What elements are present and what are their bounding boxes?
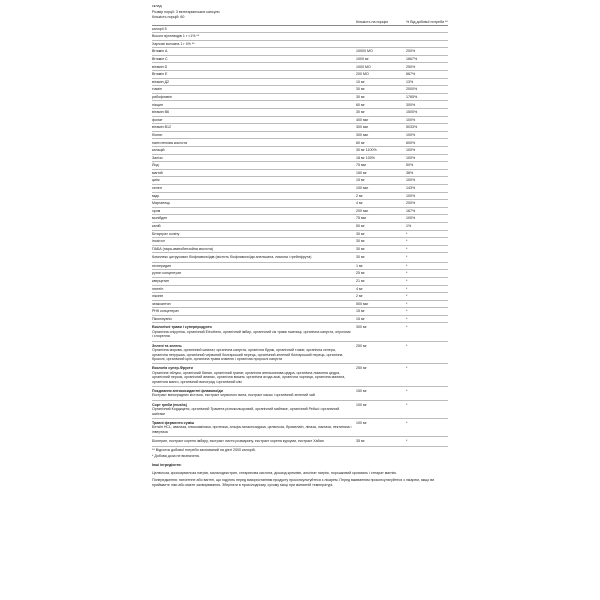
nutrient-amount: 1 мг (356, 263, 363, 268)
nutrient-rows (152, 26, 448, 324)
nutrient-amount: 21 мг (356, 279, 365, 284)
blend-text: Екстракт виноградних кісточок, екстракт червоного вина, екстракт какао і органічний зелений чай (152, 393, 315, 398)
nutrient-dv: 100% (406, 193, 416, 198)
table-row (152, 193, 448, 201)
nutrient-dv: 300% (406, 102, 416, 107)
nutrient-name: калорії 5 (152, 26, 167, 31)
table-row (152, 301, 448, 309)
blend-name: Поєднання антиоксидантні флавоноїди (152, 388, 223, 393)
blend-text: Біоперин, екстракт кореня імбиру, екстракт листя розмарину, екстракт кореня куркуми, екстракт Хайан (152, 439, 324, 444)
nutrient-dv: 1765% (406, 94, 418, 99)
nutrient-name: калій (152, 224, 161, 229)
nutrient-dv: 600% (406, 140, 416, 145)
nutrient-name: селен (152, 186, 162, 191)
nutrient-amount: 30 мг (356, 94, 365, 99)
nutrient-name: рутин концентрат (152, 271, 182, 276)
nutrient-name: Комплекс цитрусових біофлавоноїдів (містить біофлавоноїди апельсина, лимона і грейпфрута) (152, 255, 312, 260)
nutrient-dv: 100% (406, 216, 416, 221)
blend-amount: 150 мг (356, 388, 367, 393)
blend-amount: 35 мг (356, 439, 365, 444)
nutrient-amount: 15 мг (356, 178, 365, 183)
nutrient-dv: * (406, 271, 408, 276)
nutrient-amount: 30 мг (356, 246, 365, 251)
blend-row (152, 437, 448, 446)
nutrient-name: гесперидин (152, 263, 172, 268)
blend-amount: 250 мг (356, 343, 367, 348)
other-title: Інші інгредієнти: (152, 463, 182, 468)
nutrient-dv: * (406, 301, 408, 306)
nutrient-dv: 100% (406, 148, 416, 153)
blend-info (152, 366, 356, 384)
table-row (152, 208, 448, 216)
table-row (152, 278, 448, 286)
nutrient-dv: 13% (406, 79, 414, 84)
nutrient-name: Піколінуєніс (152, 316, 173, 321)
nutrient-amount: 15 мг (356, 316, 365, 321)
nutrient-dv: * (406, 239, 408, 244)
blend-name: Екологія супер-Фрукти (152, 366, 193, 371)
nutrient-name: хром (152, 208, 161, 213)
nutrient-name: РНК концентрат (152, 309, 179, 314)
blend-dv: * (406, 388, 408, 393)
nutrient-dv: 100% (406, 117, 416, 122)
nutrient-name: цинк (152, 178, 160, 183)
header-spacer (152, 20, 356, 24)
blend-dv: * (406, 343, 408, 348)
table-row (152, 71, 448, 79)
table-row (152, 109, 448, 117)
blend-text: Органічне яблуко, органічний банан, органічний гранат, органічна апельсинова цедра, органічна лимонна цедра, органічний персик, органічний ананас, органічна вишня, органічна ягода асаі, органічна чорниця, органічна малина, органічна манго, органічний виноград і органічний ківі (152, 370, 346, 384)
table-row (152, 263, 448, 271)
nutrient-name: ПАБА (пара-амінобензойна кислота) (152, 246, 214, 251)
table-row (152, 177, 448, 185)
nutrient-name: вітамін D (152, 64, 168, 69)
table-row (152, 41, 448, 49)
nutrient-name: Вітамін С (152, 56, 168, 61)
table-row (152, 223, 448, 231)
nutrient-name: інозітол (152, 239, 165, 244)
nutrient-name: кверцетин (152, 279, 169, 284)
col-dv: % Від добової потреби ** (406, 20, 448, 25)
table-row (152, 33, 448, 41)
blend-info (152, 389, 356, 398)
nutrient-amount: 300 мкг (356, 125, 369, 130)
table-row (152, 94, 448, 102)
nutrient-dv: * (406, 316, 408, 321)
table-row (152, 316, 448, 324)
nutrient-name: зеаксантин (152, 301, 171, 306)
blend-row (152, 401, 448, 419)
blend-dv: * (406, 420, 408, 425)
nutrient-dv: 167% (406, 208, 416, 213)
blend-info (152, 344, 356, 362)
nutrient-dv: 1500% (406, 110, 418, 115)
other-text: Целюлоза, кроскармелоза натрію, мальтодекстрин, стеаринова кислота, діоксид кремнію, альгінат натрію, порошковий крохмаль і стеарат магнію. (152, 470, 397, 475)
nutrient-name: кальцій (152, 148, 165, 153)
nutrient-amount: 30 мг (356, 110, 365, 115)
blend-info (152, 325, 356, 338)
nutrient-name: пантотенова кислота (152, 140, 187, 145)
nutrient-dv: 100% (406, 132, 416, 137)
nutrient-name: ніацин (152, 102, 163, 107)
blend-row (152, 323, 448, 341)
nutrient-name: вітамін В6 (152, 110, 169, 115)
nutrient-name: фолат (152, 117, 163, 122)
table-row (152, 270, 448, 278)
nutrient-dv: 200% (406, 201, 416, 206)
blend-name: Екологічні трави і суперпродукти (152, 325, 212, 330)
nutrient-dv: * (406, 286, 408, 291)
nutrient-name: Бітартрат холіну (152, 231, 180, 236)
nutrient-dv: 1667% (406, 56, 418, 61)
table-row (152, 308, 448, 316)
nutrient-dv: 100% (406, 155, 416, 160)
nutrient-dv: * (406, 255, 408, 260)
blend-text: Органічний Кордицепс, органічний Трамета різнокольоровий, органічний майтаке, органічний Рейші і органічний шиїтаке (152, 407, 340, 416)
nutrient-amount: 400 мкг (356, 117, 369, 122)
footnotes (152, 447, 448, 460)
table-row (152, 246, 448, 254)
nutrient-name: рибофлавін (152, 94, 172, 99)
nutrient-name: вітамін Д2 (152, 79, 169, 84)
nutrient-amount: 30 мг (356, 231, 365, 236)
table-row (152, 132, 448, 140)
nutrient-name: мідь (152, 193, 160, 198)
blend-row (152, 364, 448, 387)
nutrient-amount: 30 мг (356, 239, 365, 244)
blend-dv: * (406, 325, 408, 330)
table-row (152, 238, 448, 246)
table-row (152, 215, 448, 223)
nutrient-amount: 100 мкг (356, 186, 369, 191)
nutrient-amount: 2 мг (356, 294, 363, 299)
blend-dv: * (406, 439, 408, 444)
nutrient-dv: 250% (406, 64, 416, 69)
other-ingredients (152, 463, 448, 487)
table-row (152, 185, 448, 193)
nutrient-amount: 150 мг (356, 170, 367, 175)
nutrient-amount: 1000 мг (356, 56, 369, 61)
nutrient-name: біотин (152, 132, 163, 137)
table-row (152, 253, 448, 262)
nutrient-name: лікопін (152, 294, 164, 299)
nutrient-dv: * (406, 246, 408, 251)
table-row (152, 79, 448, 87)
table-row (152, 162, 448, 170)
blend-row (152, 419, 448, 437)
nutrient-dv: * (406, 263, 408, 268)
nutrient-dv: * (406, 231, 408, 236)
blend-dv: * (406, 402, 408, 407)
table-row (152, 231, 448, 239)
table-row (152, 48, 448, 56)
nutrient-dv: 5033% (406, 125, 418, 130)
nutrient-amount: 25 мг (356, 271, 365, 276)
nutrient-name: Харчові волокна 1 г 4% ** (152, 41, 195, 46)
nutrient-name: магній (152, 170, 163, 175)
nutrient-amount: 2 мг (356, 193, 363, 198)
blend-row (152, 387, 448, 401)
nutrient-name: Вітамін Е (152, 72, 168, 77)
nutrient-amount: 60 мг (356, 140, 365, 145)
servings-per-container: Кількість порцій: 60 (152, 14, 185, 19)
nutrient-dv: * (406, 294, 408, 299)
table-row (152, 86, 448, 94)
nutrient-dv: 38% (406, 170, 414, 175)
blend-text: Органічна морква, органічний шпинат, органічна капуста, органічна буряк, органічний томат, органічна селера, органічна петрушка, органічний червоний болгарський перець, органічний зелений болгарський перець, органічна броколі, органічний кріп, органічна трава ячменю і органічна пророслі капусти (152, 348, 343, 361)
blend-text: Органічна спіруліна, органічний Eleuthero, органічний імбир, органічний сік трави пшениці, органічна капуста, огірочник і хлорелла (152, 329, 351, 339)
nutrient-name: Залізо (152, 155, 163, 160)
nutrient-amount: 1000 МО (356, 64, 371, 69)
nutrient-amount: 10 мг (356, 79, 365, 84)
nutrient-name: молібден (152, 216, 168, 221)
nutrient-amount: 75 мкг (356, 163, 367, 168)
table-row (152, 170, 448, 178)
nutrient-amount: 4 мг (356, 286, 363, 291)
nutrient-amount: 4 мг (356, 201, 363, 206)
nutrient-dv: 1% (406, 224, 412, 229)
nutrient-name: Вітамін А (152, 49, 168, 54)
nutrient-amount: 30 мг 1100% (356, 148, 377, 153)
nutrient-amount: 300 мкг (356, 132, 369, 137)
blend-name: Травні ферменти суміш (152, 420, 195, 425)
blend-name: Зелені та зелень (152, 343, 182, 348)
nutrient-dv: 2000% (406, 87, 418, 92)
blend-amount: 250 мг (356, 366, 367, 371)
nutrient-amount: 30 мг (356, 87, 365, 92)
table-row (152, 147, 448, 155)
nutrient-amount: 500 мкг (356, 301, 369, 306)
table-row (152, 101, 448, 109)
warning-text: Попередження: патогенне або вагітні, що годують перед використанням продукту проконсультуйтеся з лікарем. Перед вживанням проконсультуйтеся з лікарем, якщо ви приймаєте ліки або маєте захворювання. Зберігати в прохолодному, сухому місці при кімнатній температурі. (152, 478, 435, 487)
nutrient-dv: 143% (406, 186, 416, 191)
serving-size: Розмір порції: 3 вегетаріанських капсули (152, 10, 220, 15)
blend-amount: 100 мг (356, 402, 367, 407)
nutrient-amount: 75 мкг (356, 216, 367, 221)
col-amount: Кількість на порцію (356, 20, 389, 25)
footnote: ** Відсоток добової потреби заснований на дієті 2000 калорій. (152, 447, 256, 452)
blend-row (152, 342, 448, 365)
nutrient-dv: * (406, 279, 408, 284)
table-row (152, 117, 448, 125)
blend-name: Сорт гриби (mushs) (152, 402, 188, 407)
nutrient-amount: 15 мг (356, 309, 365, 314)
footnote: * Добова доза не визначена. (152, 454, 200, 459)
nutrient-dv: 200% (406, 49, 416, 54)
table-row (152, 155, 448, 163)
blend-info (152, 421, 356, 434)
blend-amount: 300 мг (356, 325, 367, 330)
nutrient-amount: 18 мг 100% (356, 155, 375, 160)
table-row (152, 56, 448, 64)
table-row (152, 200, 448, 208)
blend-amount: 100 мг (356, 420, 367, 425)
nutrient-amount: 200 мкг (356, 208, 369, 213)
table-row (152, 293, 448, 301)
blend-rows (152, 323, 448, 446)
nutrient-amount: 60 мг (356, 102, 365, 107)
table-row (152, 124, 448, 132)
nutrient-name: Марганець (152, 201, 171, 206)
table-row (152, 139, 448, 147)
nutrient-name: лютеїн (152, 286, 164, 291)
table-row (152, 286, 448, 294)
nutrient-name: вітамін В12 (152, 125, 171, 130)
blend-info (152, 403, 356, 416)
supplement-facts (152, 4, 448, 490)
nutrient-dv: 50% (406, 163, 414, 168)
nutrient-name: Всього вуглеводів 1 г <1% ** (152, 34, 200, 39)
facts-title: склад (152, 4, 162, 8)
blend-dv: * (406, 366, 408, 371)
nutrient-name: Йод (152, 163, 159, 168)
nutrient-amount: 30 мг (356, 255, 365, 260)
table-row (152, 63, 448, 71)
table-row (152, 26, 448, 34)
nutrient-name: тіамін (152, 87, 162, 92)
nutrient-dv: 667% (406, 72, 416, 77)
nutrient-amount: 50 мг (356, 224, 365, 229)
nutrient-dv: * (406, 309, 408, 314)
nutrient-dv: 100% (406, 178, 416, 183)
blend-text: Бетаїн HCL, амілаза, глюкоамілаза, протеаза, альфа-галактозидаза, целюлоза, бромелаїн, ліпаза, лактаза, пектиназа і інвертаза (152, 425, 352, 434)
nutrient-amount: 200 МО (356, 72, 369, 77)
nutrient-amount: 10000 МО (356, 49, 373, 54)
blend-info (152, 439, 356, 443)
